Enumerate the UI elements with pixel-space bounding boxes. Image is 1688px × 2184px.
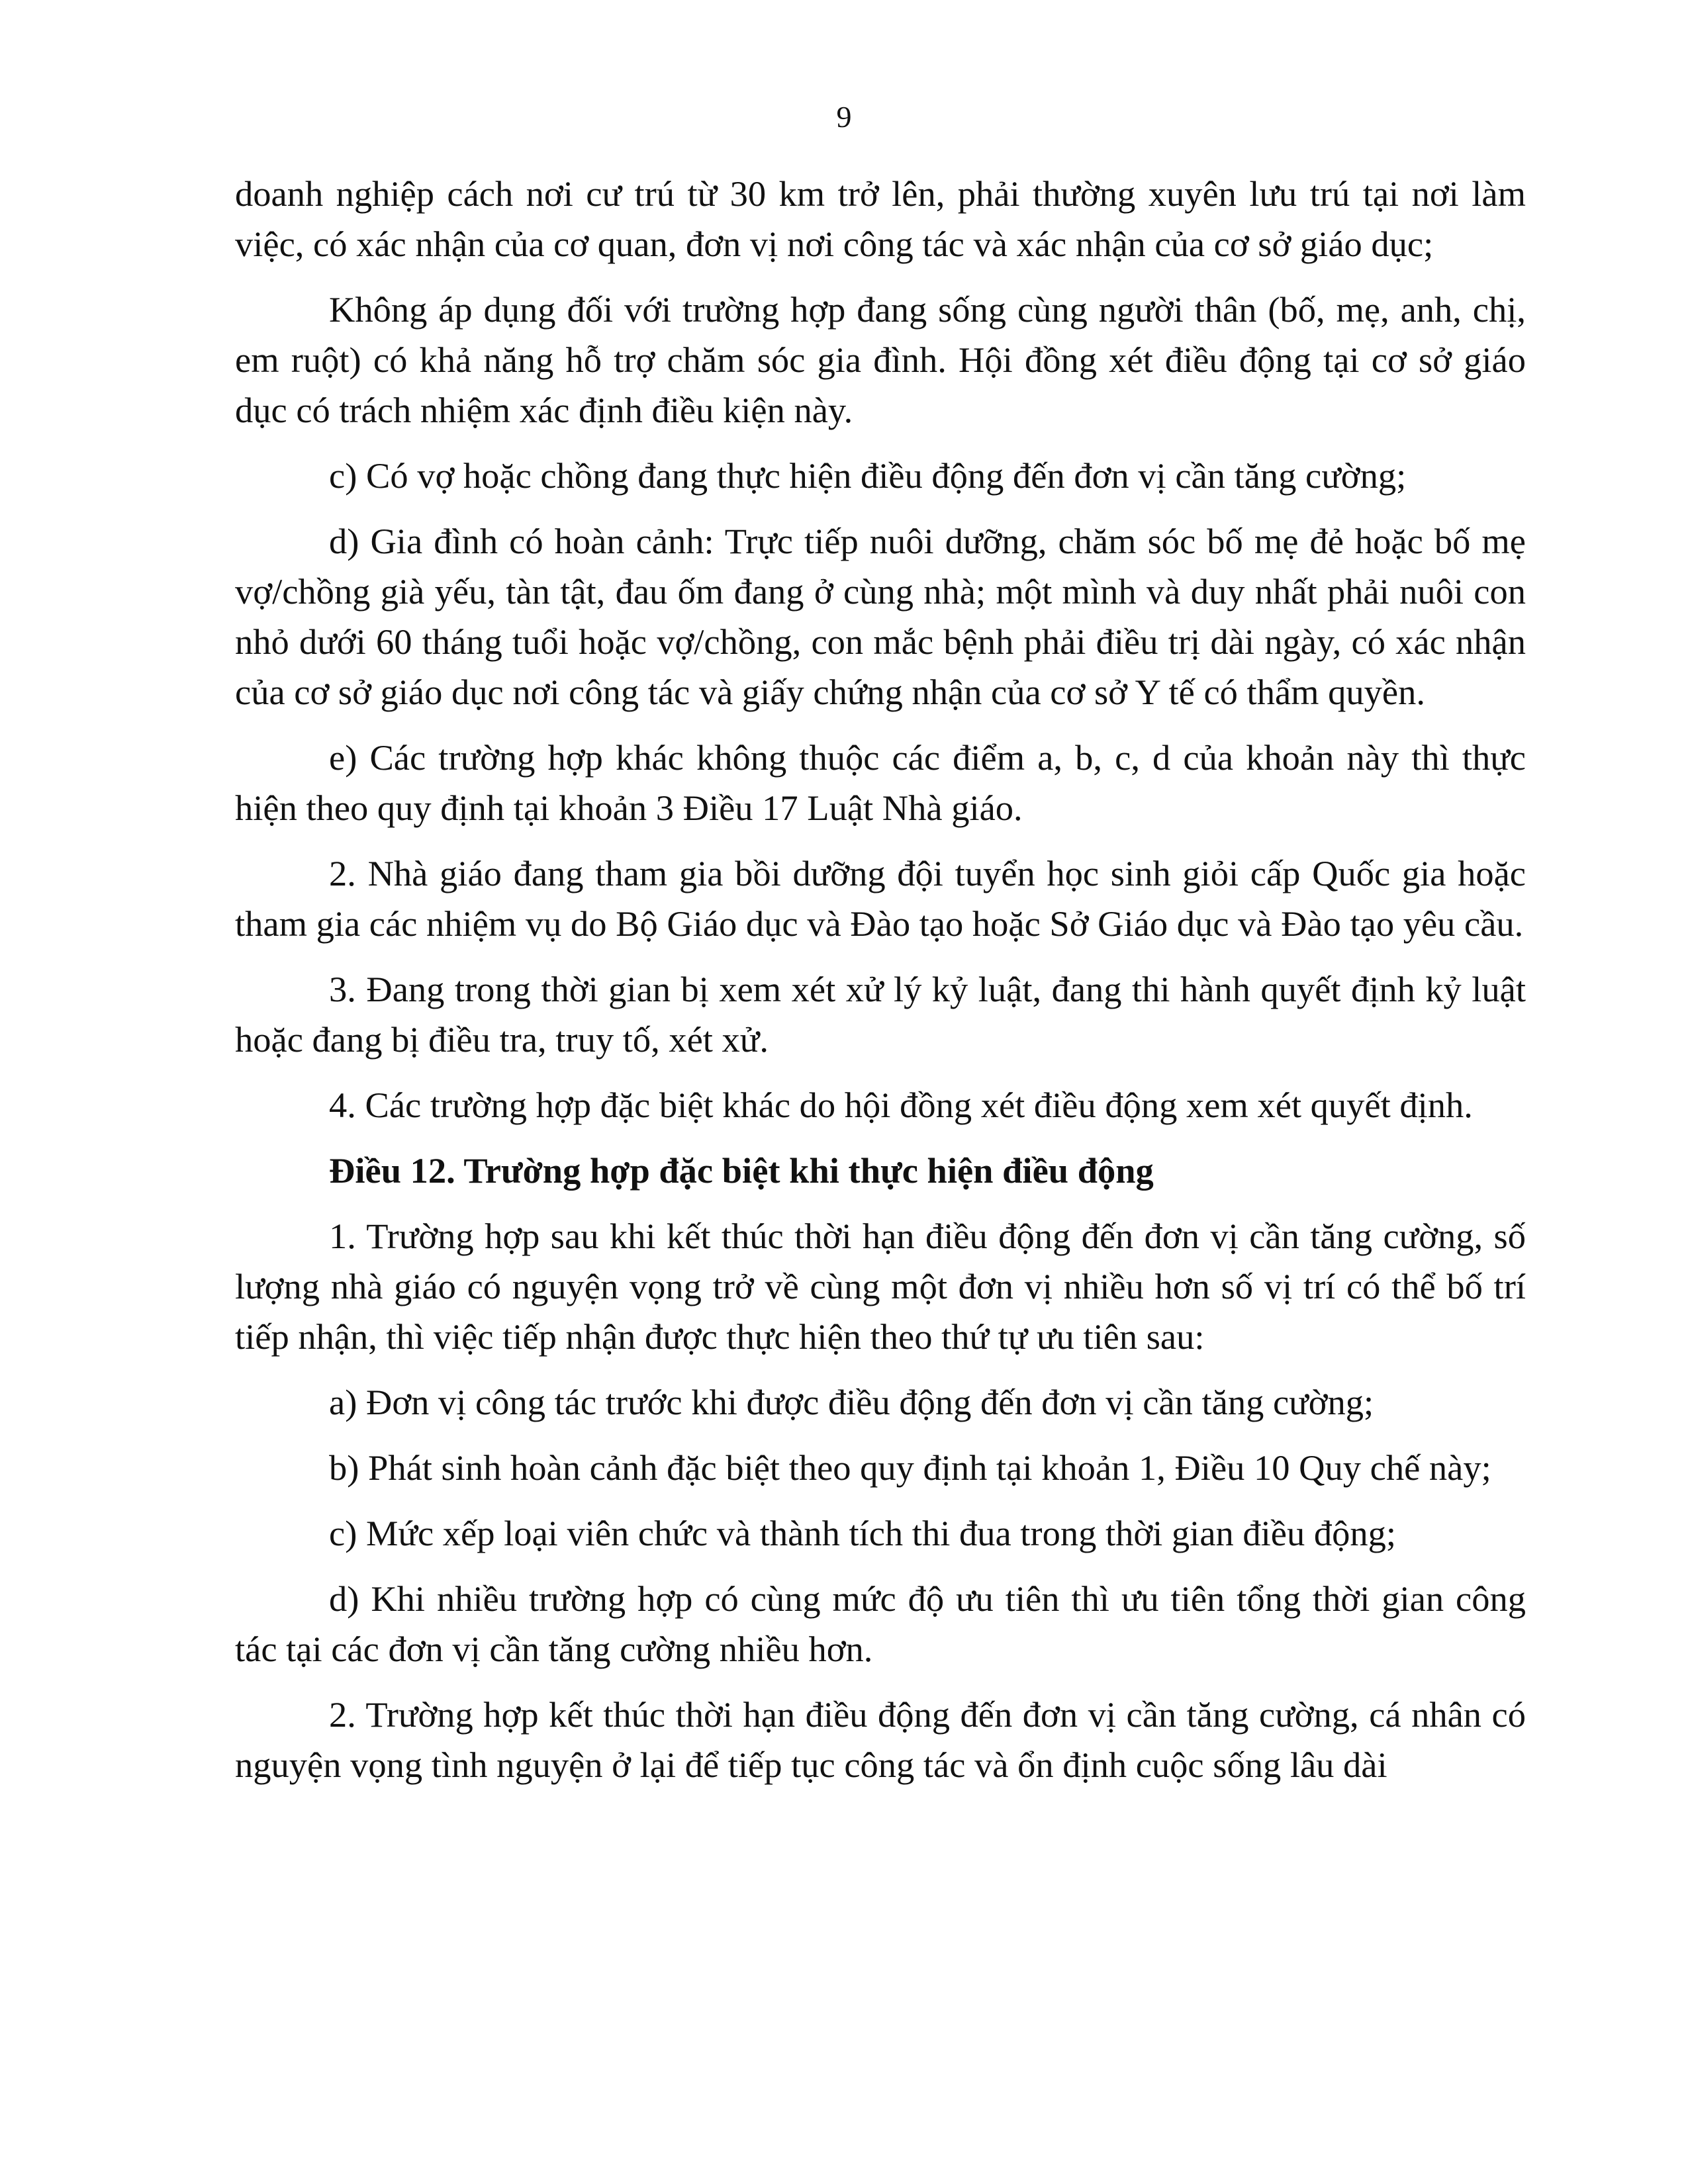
paragraph-priority-b: b) Phát sinh hoàn cảnh đặc biệt theo quy định tại khoản 1, Điều 10 Quy chế này; (329, 1447, 1491, 1488)
paragraph-point-c: c) Có vợ hoặc chồng đang thực hiện điều động đến đơn vị cần tăng cường; (329, 455, 1407, 496)
paragraph-clause-4: 4. Các trường hợp đặc biệt khác do hội đồng xét điều động xem xét quyết định. (329, 1085, 1473, 1125)
paragraph-point-d: d) Gia đình có hoàn cảnh: Trực tiếp nuôi dưỡng, chăm sóc bố mẹ đẻ hoặc bố mẹ vợ/chồng già yếu, tàn tật, đau ốm đang ở cùng nhà; một mình và duy nhất phải nuôi con nhỏ dưới 60 tháng tuổi hoặc vợ/chồng, con mắc bệnh phải điều trị dài ngày, có xác nhận của cơ sở giáo dục nơi công tác và giấy chứng nhận của cơ sở Y tế có thẩm quyền. (235, 521, 1526, 712)
page-number: 9 (836, 100, 852, 134)
paragraph-priority-c: c) Mức xếp loại viên chức và thành tích thi đua trong thời gian điều động; (329, 1513, 1396, 1553)
paragraph-continuation: doanh nghiệp cách nơi cư trú từ 30 km trở lên, phải thường xuyên lưu trú tại nơi làm việc, có xác nhận của cơ quan, đơn vị nơi công tác và xác nhận của cơ sở giáo dục; (235, 173, 1526, 264)
paragraph-priority-d: d) Khi nhiều trường hợp có cùng mức độ ưu tiên thì ưu tiên tổng thời gian công tác tại các đơn vị cần tăng cường nhiều hơn. (235, 1578, 1526, 1669)
article-12-heading: Điều 12. Trường hợp đặc biệt khi thực hiện điều động (329, 1150, 1154, 1191)
document-body (235, 169, 1526, 1805)
paragraph-clause-3: 3. Đang trong thời gian bị xem xét xử lý kỷ luật, đang thi hành quyết định kỷ luật hoặc đang bị điều tra, truy tố, xét xử. (235, 969, 1526, 1060)
paragraph-exception-note: Không áp dụng đối với trường hợp đang sống cùng người thân (bố, mẹ, anh, chị, em ruột) có khả năng hỗ trợ chăm sóc gia đình. Hội đồng xét điều động tại cơ sở giáo dục có trách nhiệm xác định điều kiện này. (235, 289, 1526, 430)
paragraph-point-e: e) Các trường hợp khác không thuộc các điểm a, b, c, d của khoản này thì thực hiện theo quy định tại khoản 3 Điều 17 Luật Nhà giáo. (235, 737, 1526, 828)
paragraph-priority-a: a) Đơn vị công tác trước khi được điều động đến đơn vị cần tăng cường; (329, 1382, 1374, 1422)
paragraph-article-12-clause-2: 2. Trường hợp kết thúc thời hạn điều động đến đơn vị cần tăng cường, cá nhân có nguyện vọng tình nguyện ở lại để tiếp tục công tác và ổn định cuộc sống lâu dài (235, 1694, 1526, 1785)
paragraph-article-12-clause-1: 1. Trường hợp sau khi kết thúc thời hạn điều động đến đơn vị cần tăng cường, số lượng nhà giáo có nguyện vọng trở về cùng một đơn vị nhiều hơn số vị trí có thể bố trí tiếp nhận, thì việc tiếp nhận được thực hiện theo thứ tự ưu tiên sau: (235, 1216, 1526, 1357)
paragraph-clause-2: 2. Nhà giáo đang tham gia bồi dưỡng đội tuyển học sinh giỏi cấp Quốc gia hoặc tham gia các nhiệm vụ do Bộ Giáo dục và Đào tạo hoặc Sở Giáo dục và Đào tạo yêu cầu. (235, 853, 1526, 944)
